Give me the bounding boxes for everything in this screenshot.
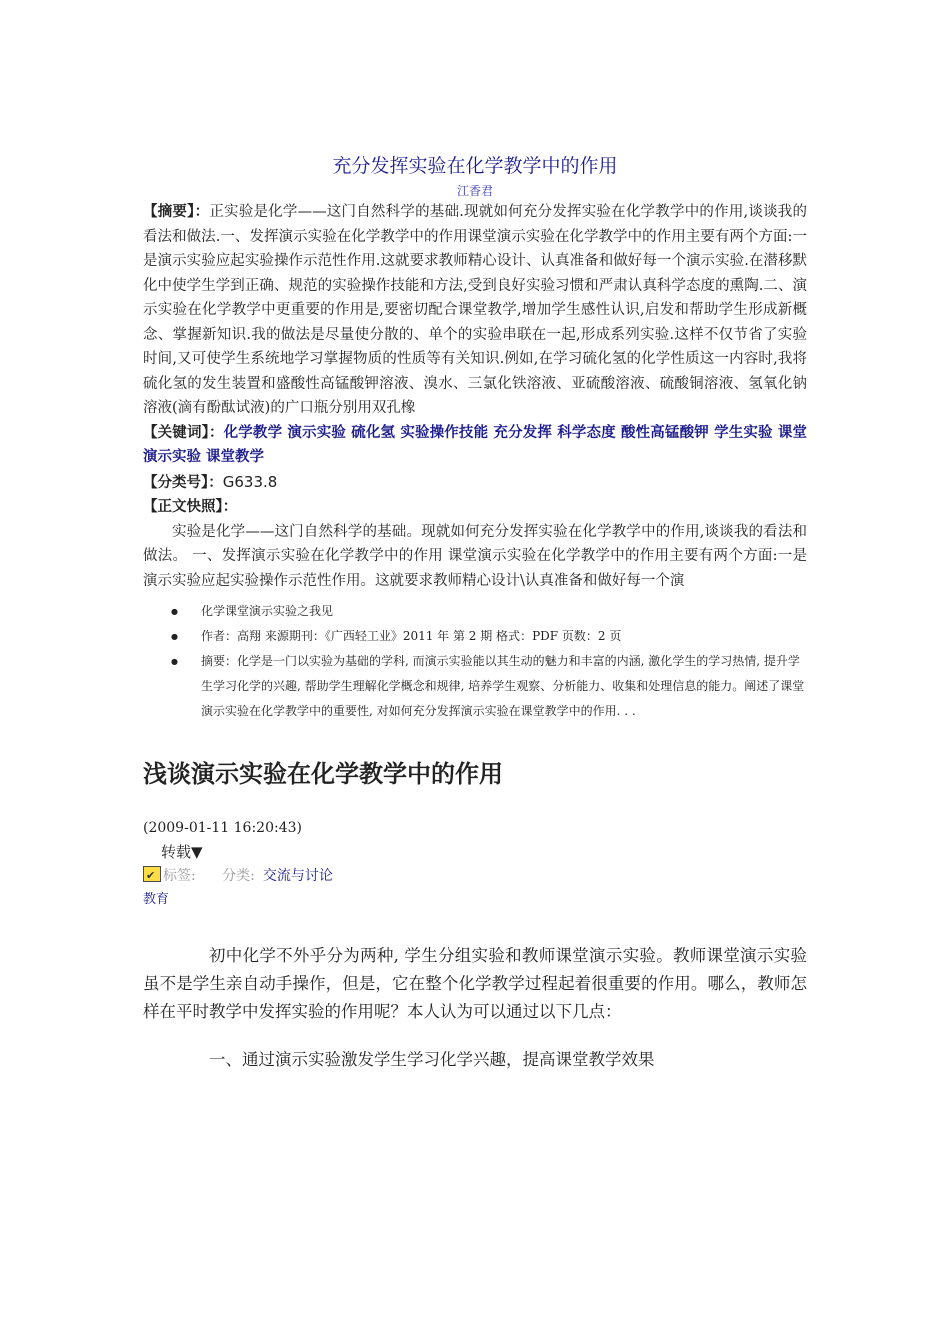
- tag-line: [143, 864, 807, 888]
- abstract-text: 正实验是化学——这门自然科学的基础.现就如何充分发挥实验在化学教学中的作用,谈谈我的看法和做法.一、发挥演示实验在化学教学中的作用课堂演示实验在化学教学中的作用主要有两个方面:一是演示实验应起实验操作示范性作用.这就要求教师精心设计、认真准备和做好每一个演示实验.在潜移默化中使学生学到正确、规范的实验操作技能和方法,受到良好实验习惯和严肃认真科学态度的熏陶.二、演示实验在化学教学中更重要的作用是,要密切配合课堂教学,增加学生感性认识,启发和帮助学生形成新概念、掌握新知识.我的做法是尽量使分散的、单个的实验串联在一起,形成系列实验.这样不仅节省了实验时间,又可使学生系统地学习掌握物质的性质等有关知识.例如,在学习硫化氢的化学性质这一内容时,我将硫化氢的发生装置和盛酸性高锰酸钾溶液、溴水、三氯化铁溶液、亚硫酸溶液、硫酸铜溶液、氢氧化钠溶液(滴有酚酞试液)的广口瓶分别用双孔橡: [143, 204, 807, 416]
- document-content: [143, 150, 807, 1074]
- snapshot-label: 【正文快照】：: [143, 499, 238, 515]
- tag-icon: [143, 866, 161, 882]
- article-title: 充分发挥实验在化学教学中的作用: [332, 155, 618, 177]
- snapshot-heading: [143, 495, 807, 520]
- category-link[interactable]: 交流与讨论: [262, 868, 333, 884]
- keywords: [143, 421, 807, 470]
- snapshot-text: 实验是化学——这门自然科学的基础。现就如何充分发挥实验在化学教学中的作用,谈谈我的看法和做法。 一、发挥演示实验在化学教学中的作用 课堂演示实验在化学教学中的作用主要有两个方面:一是演示实验应起实验操作示范性作用。这就要求教师精心设计\认真准备和做好每一个演: [143, 523, 807, 589]
- tag-link[interactable]: 教育: [143, 892, 170, 907]
- section-heading: 一、通过演示实验激发学生学习化学兴趣，提高课堂教学效果: [209, 1050, 655, 1069]
- reference-meta: ● 作者：高翔 来源期刊：《广西轻工业》2011 年 第 2 期 格式：PDF 页数：2 页: [171, 624, 807, 649]
- article-author[interactable]: 江香君: [456, 184, 493, 198]
- blog-title: 浅谈演示实验在化学教学中的作用: [143, 760, 503, 788]
- classification: [143, 470, 807, 496]
- tag-label: 标签:: [163, 868, 196, 884]
- abstract-label: 【摘要】：: [143, 204, 210, 220]
- blog-paragraph: 初中化学不外乎分为两种, 学生分组实验和教师课堂演示实验。教师课堂演示实验虽不是学生亲自动手操作，但是，它在整个化学教学过程起着很重要的作用。哪么，教师怎样在平时教学中发挥实验的作用呢？本人认为可以通过以下几点：: [143, 946, 807, 1021]
- class-label: 【分类号】：: [143, 474, 223, 491]
- reference-title[interactable]: ● 化学课堂演示实验之我见: [171, 599, 807, 624]
- repost-button[interactable]: 转载▼: [161, 843, 203, 861]
- reference-abstract: ● 摘要：化学是一门以实验为基础的学科, 而演示实验能以其生动的魅力和丰富的内涵, 激化学生的学习热情, 提升学生学习化学的兴趣, 帮助学生理解化学概念和规律, 培养学生观察、分析能力、收集和处理信息的能力。阐述了课堂演示实验在化学教学中的重要性, 对如何充分发挥演示实验在课堂教学中的作用. . .: [171, 649, 807, 724]
- category-label: 分类:: [222, 868, 255, 884]
- keywords-links[interactable]: 化学教学 演示实验 硫化氢 实验操作技能 充分发挥 科学态度 酸性高锰酸钾 学生实验 课堂演示实验 课堂教学: [143, 424, 807, 465]
- keywords-label: 【关键词】：: [143, 424, 224, 441]
- reference-list: [143, 599, 807, 724]
- abstract: [143, 200, 807, 421]
- blog-date: (2009-01-11 16:20:43): [143, 820, 302, 836]
- class-code: G633.8: [222, 472, 278, 491]
